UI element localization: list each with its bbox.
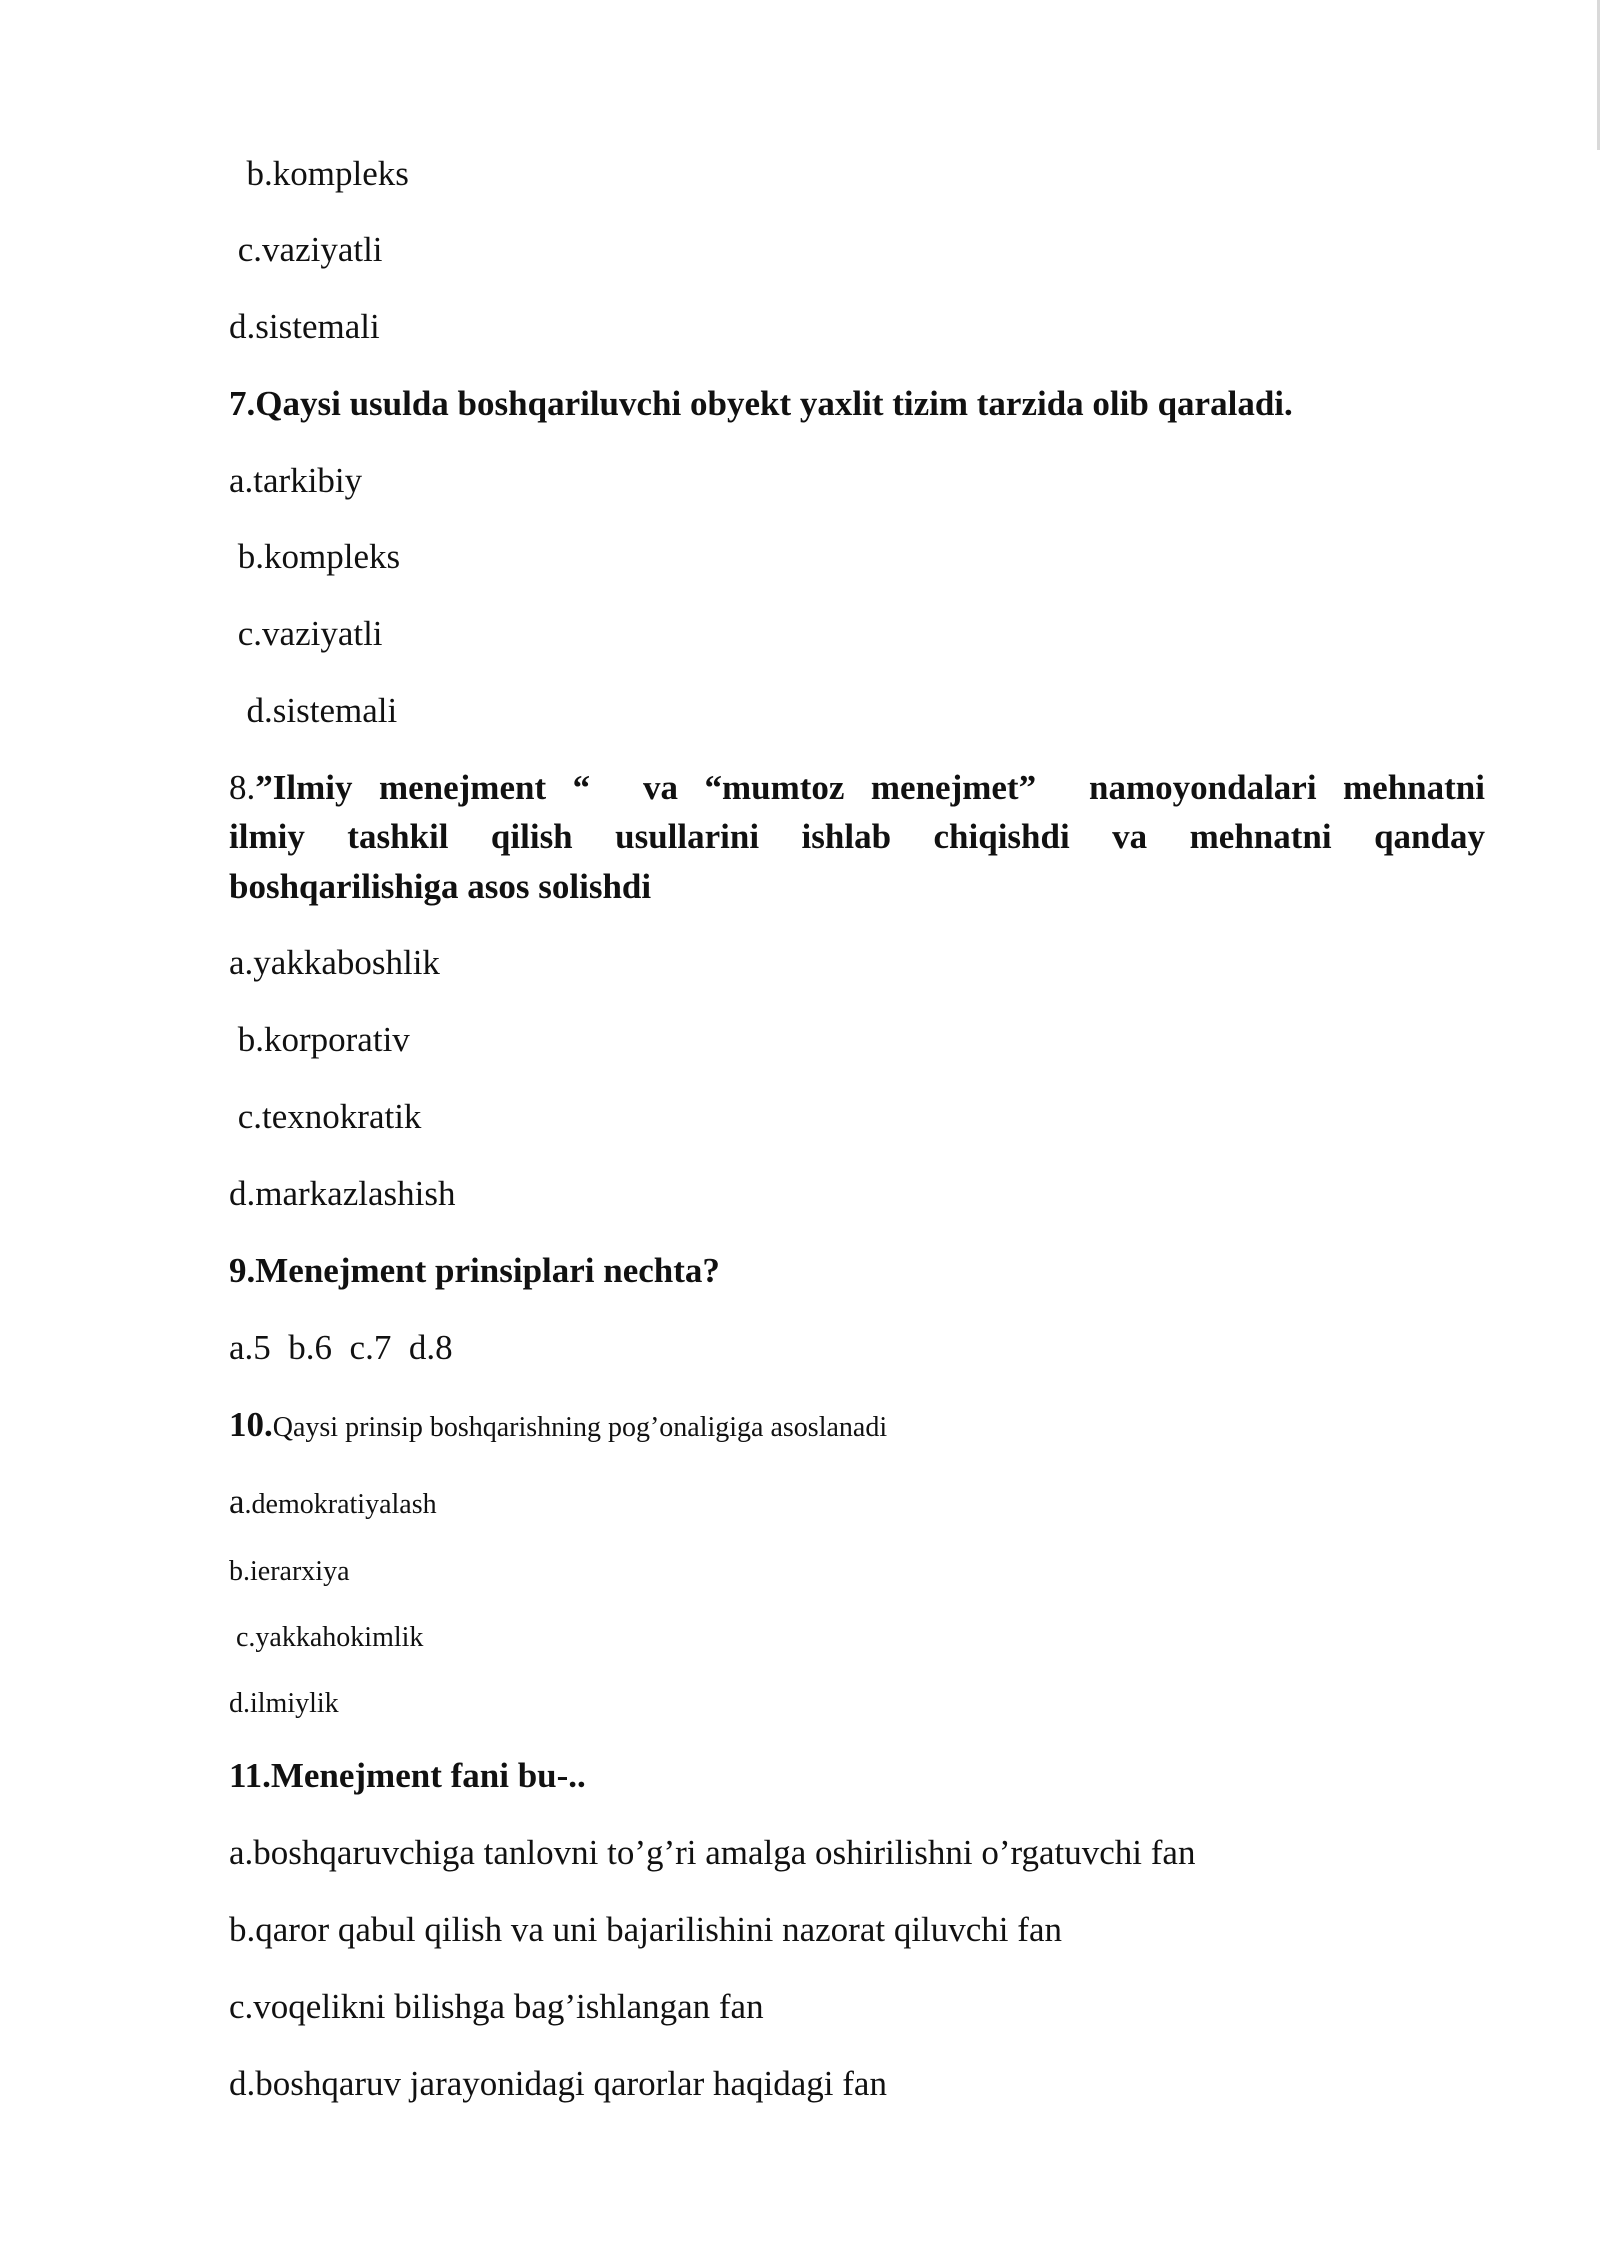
q7-option-b: b.kompleks (229, 537, 401, 576)
q11-option-d: d.boshqaruv jarayonidagi qarorlar haqidagi fan (229, 2064, 887, 2103)
q10-option-c: c.yakkahokimlik (229, 1622, 424, 1653)
q10-option-b: b.ierarxiya (229, 1556, 350, 1587)
question-8-line-3: boshqarilishiga asos solishdi (229, 867, 652, 906)
q8-option-b: b.korporativ (229, 1020, 410, 1059)
q10-option-a (229, 1481, 437, 1523)
question-10-text: Qaysi prinsip boshqarishning pog’onaligiga asoslanadi (272, 1412, 888, 1443)
q8-option-c: c.texnokratik (229, 1097, 422, 1136)
question-7: 7.Qaysi usulda boshqariluvchi obyekt yaxlit tizim tarzida olib qaraladi. (229, 384, 1293, 423)
q11-option-c: c.voqelikni bilishga bag’ishlangan fan (229, 1987, 764, 2026)
option-d-sistemali-prev: d.sistemali (229, 307, 380, 346)
q11-option-a: a.boshqaruvchiga tanlovni to’g’ri amalga oshirilishni o’rgatuvchi fan (229, 1833, 1196, 1872)
option-b-kompleks-prev: b.kompleks (229, 154, 409, 193)
question-8-line-2: ilmiy tashkil qilish usullarini ishlab chiqishdi va mehnatni qanday (229, 817, 1485, 856)
question-8-line-1-text: ”Ilmiy menejment “ va “mumtoz menejmet” namoyondalari mehnatni (255, 768, 1485, 807)
question-8-number: 8. (229, 768, 256, 807)
q9-options: a.5 b.6 c.7 d.8 (229, 1328, 453, 1367)
q10-option-a-text: .demokratiyalash (244, 1489, 437, 1520)
question-10-number: 10. (229, 1405, 273, 1444)
q10-option-a-letter: a (229, 1482, 245, 1521)
question-8-line-1 (229, 767, 1485, 809)
q7-option-c: c.vaziyatli (229, 614, 383, 653)
q8-option-a: a.yakkaboshlik (229, 943, 440, 982)
question-10 (229, 1404, 887, 1446)
question-9: 9.Menejment prinsiplari nechta? (229, 1251, 720, 1290)
question-11: 11.Menejment fani bu-.. (229, 1756, 586, 1795)
q10-option-d: d.ilmiylik (229, 1688, 339, 1719)
q7-option-a: a.tarkibiy (229, 461, 363, 500)
q8-option-d: d.markazlashish (229, 1174, 456, 1213)
q7-option-d: d.sistemali (229, 691, 398, 730)
q11-option-b: b.qaror qabul qilish va uni bajarilishini nazorat qiluvchi fan (229, 1910, 1062, 1949)
option-c-vaziyatli-prev: c.vaziyatli (229, 230, 383, 269)
